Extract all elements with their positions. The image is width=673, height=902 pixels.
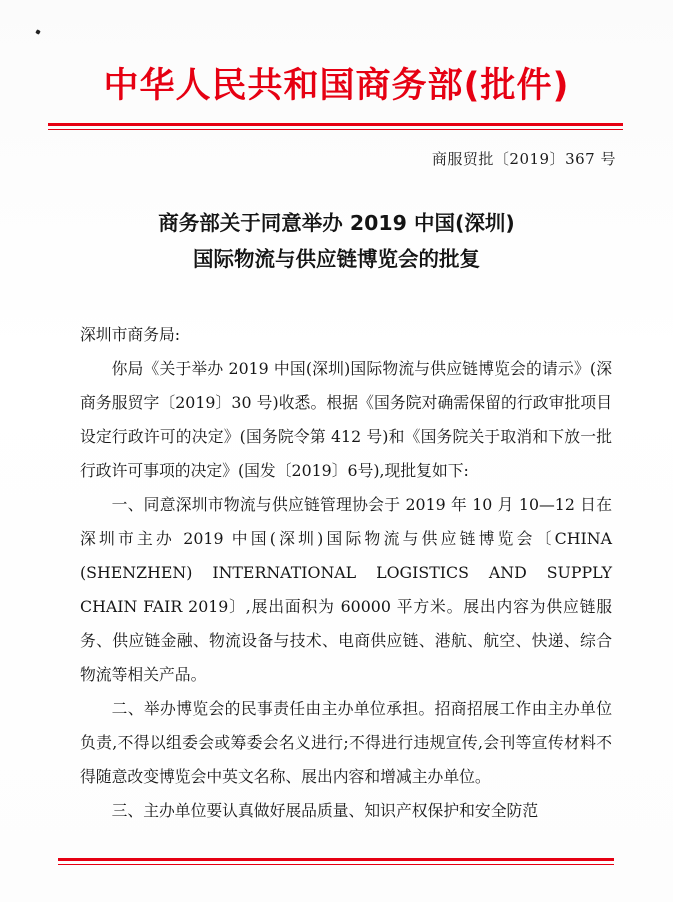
footer-red-rule-thick bbox=[58, 858, 614, 861]
red-rule-thin bbox=[48, 129, 623, 130]
issuer-header: 中华人民共和国商务部(批件) bbox=[103, 66, 570, 106]
title-line-1: 商务部关于同意举办 2019 中国(深圳) bbox=[158, 211, 515, 235]
paragraph-intro: 你局《关于举办 2019 中国(深圳)国际物流与供应链博览会的请示》(深商务服贸字〔2019〕30 号)收悉。根据《国务院对确需保留的行政审批项目设定行政许可的决定》(国务院令第 412 号)和《国务院关于取消和下放一批行政许可事项的决定》(国发〔2019〕6号),现批复如下: bbox=[80, 359, 612, 480]
salutation: 深圳市商务局: bbox=[80, 325, 181, 344]
document-number: 商服贸批〔2019〕367 号 bbox=[431, 150, 616, 168]
document-title bbox=[0, 205, 673, 277]
paragraph-item-1: 一、同意深圳市物流与供应链管理协会于 2019 年 10 月 10—12 日在深圳市主办 2019 中国(深圳)国际物流与供应链博览会〔CHINA (SHENZHEN) INTERNATIONAL LOGISTICS AND SUPPLY CHAIN FAIR 2019〕,展出面积为 60000 平方米。展出内容为供应链服务、供应链金融、物流设备与技术、电商供应链、港航、航空、快递、综合物流等相关产品。 bbox=[80, 495, 612, 684]
title-line-2: 国际物流与供应链博览会的批复 bbox=[193, 247, 480, 271]
footer-red-rule-thin bbox=[58, 864, 614, 865]
scan-speck bbox=[35, 29, 40, 34]
paragraph-item-3: 三、主办单位要认真做好展品质量、知识产权保护和安全防范 bbox=[111, 801, 539, 820]
paragraph-item-2: 二、举办博览会的民事责任由主办单位承担。招商招展工作由主办单位负责,不得以组委会或筹委会名义进行;不得进行违规宣传,会刊等宣传材料不得随意改变博览会中英文名称、展出内容和增减主办单位。 bbox=[80, 699, 612, 786]
document-body bbox=[80, 318, 612, 828]
red-rule-thick bbox=[48, 123, 623, 126]
